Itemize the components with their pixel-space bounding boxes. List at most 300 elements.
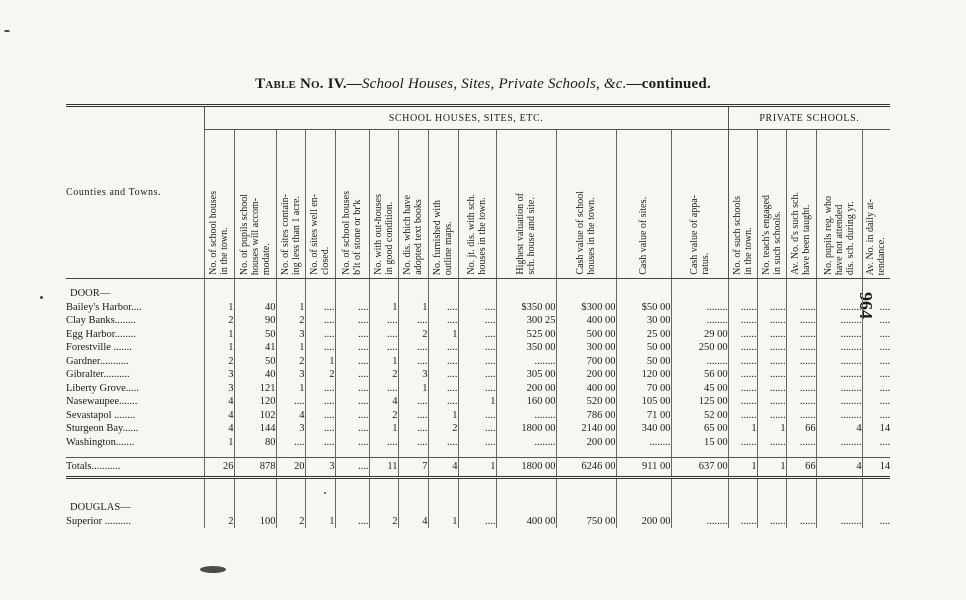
table-cell: ....	[458, 422, 496, 436]
table-cell: ......	[757, 314, 786, 328]
table-cell: 520 00	[556, 395, 616, 409]
table-cell: ....	[335, 355, 369, 369]
town-name: Liberty Grove.....	[66, 382, 139, 394]
town-name: Egg Harbor........	[66, 328, 136, 340]
table-cell: ......	[757, 341, 786, 355]
table-cell: 30 00	[616, 314, 671, 328]
page-number: 964	[856, 292, 876, 319]
table-cell: ......	[786, 341, 816, 355]
table-cell: ......	[786, 395, 816, 409]
table-cell: ....	[458, 355, 496, 369]
table-cell: 1	[428, 409, 458, 423]
table-cell: ....	[862, 436, 890, 450]
table-cell: 305 00	[496, 368, 556, 382]
table-cell: 120	[234, 395, 276, 409]
table-cell: 52 00	[671, 409, 728, 423]
table-cell: 1	[276, 301, 305, 315]
town-name: Washington.......	[66, 436, 135, 448]
table-cell: 300 25	[496, 314, 556, 328]
table-cell: ........	[816, 436, 862, 450]
table-cell	[728, 287, 757, 301]
table-cell: 4	[816, 422, 862, 436]
table-cell: ....	[305, 341, 335, 355]
town-name: Bailey's Harbor....	[66, 301, 142, 313]
table-cell	[204, 501, 234, 515]
table-cell: 2	[428, 422, 458, 436]
table-cell	[616, 287, 671, 301]
county-row	[66, 501, 890, 515]
column-header-text: No. with out-houses in good condition.	[372, 194, 395, 275]
table-cell: ........	[616, 436, 671, 450]
table-cell: 2	[369, 368, 398, 382]
table-cell: 1	[204, 341, 234, 355]
table-cell: 525 00	[496, 328, 556, 342]
table-cell: ....	[428, 301, 458, 315]
column-header	[276, 130, 305, 279]
table-cell: ....	[428, 355, 458, 369]
table-cell: 1	[276, 382, 305, 396]
table-cell: ......	[757, 436, 786, 450]
table-cell: 25 00	[616, 328, 671, 342]
table-cell	[234, 501, 276, 515]
table-cell: ........	[671, 355, 728, 369]
group-header-school-houses: SCHOOL HOUSES, SITES, ETC.	[204, 106, 728, 130]
table-cell: ....	[335, 314, 369, 328]
table-cell	[757, 501, 786, 515]
table-cell: ....	[862, 355, 890, 369]
spacer-row	[66, 279, 890, 288]
table-row	[66, 368, 890, 382]
table-cell: 15 00	[671, 436, 728, 450]
table-cell	[398, 501, 428, 515]
table-cell: ....	[335, 382, 369, 396]
table-cell	[335, 287, 369, 301]
table-cell: 1	[369, 422, 398, 436]
table-cell: 3	[398, 368, 428, 382]
table-cell: 4	[276, 409, 305, 423]
table-cell: 41	[234, 341, 276, 355]
table-cell	[671, 501, 728, 515]
table-cell: 750 00	[556, 515, 616, 529]
table-cell: ......	[786, 328, 816, 342]
table-cell: ....	[428, 314, 458, 328]
table-cell: ......	[786, 355, 816, 369]
ink-speck	[324, 492, 326, 494]
table-cell: ......	[786, 515, 816, 529]
table-cell: ......	[786, 368, 816, 382]
table-cell: 66	[786, 458, 816, 478]
table-cell: ......	[728, 355, 757, 369]
table-cell: ....	[369, 382, 398, 396]
table-cell: 40	[234, 301, 276, 315]
table-row	[66, 355, 890, 369]
town-name: Gardner...........	[66, 355, 129, 367]
table-cell: 2140 00	[556, 422, 616, 436]
table-cell: 1	[458, 458, 496, 478]
table-cell: 120 00	[616, 368, 671, 382]
table-cell: ....	[862, 314, 890, 328]
table-cell: ....	[862, 409, 890, 423]
table-cell: 4	[204, 395, 234, 409]
table-cell: ......	[728, 368, 757, 382]
table-cell: 1	[305, 515, 335, 529]
column-header	[458, 130, 496, 279]
spacer-row	[66, 478, 890, 502]
table-cell: ....	[458, 515, 496, 529]
table-cell: ......	[728, 301, 757, 315]
table-cell: ....	[862, 515, 890, 529]
table-cell: 1	[728, 458, 757, 478]
table-cell: 700 00	[556, 355, 616, 369]
table-cell: ......	[786, 314, 816, 328]
table-cell: 2	[398, 328, 428, 342]
table-cell: 400 00	[556, 382, 616, 396]
table-cell: ........	[816, 382, 862, 396]
table-cell: ....	[862, 368, 890, 382]
table-cell: ........	[816, 368, 862, 382]
table-cell: 7	[398, 458, 428, 478]
table-cell	[369, 287, 398, 301]
table-row	[66, 328, 890, 342]
table-cell: ....	[458, 341, 496, 355]
county-name: DOUGLAS—	[70, 502, 131, 513]
statistics-table	[66, 104, 890, 528]
table-cell: 1	[757, 422, 786, 436]
table-cell	[369, 501, 398, 515]
table-cell: ....	[428, 368, 458, 382]
table-row	[66, 395, 890, 409]
table-cell: ........	[671, 314, 728, 328]
table-cell: 4	[428, 458, 458, 478]
table-cell: 1	[757, 458, 786, 478]
table-cell: 200 00	[496, 382, 556, 396]
column-header	[671, 130, 728, 279]
table-cell: ....	[369, 314, 398, 328]
table-cell: 100	[234, 515, 276, 529]
town-name: Gibralter..........	[66, 369, 130, 380]
table-cell: 65 00	[671, 422, 728, 436]
table-cell: ....	[458, 314, 496, 328]
table-cell: 250 00	[671, 341, 728, 355]
table-cell: ....	[458, 368, 496, 382]
table-cell: 4	[204, 409, 234, 423]
column-header	[335, 130, 369, 279]
table-cell: 200 00	[616, 515, 671, 529]
table-cell: ....	[305, 422, 335, 436]
table-cell: ........	[496, 436, 556, 450]
table-row	[66, 515, 890, 529]
table-cell: ........	[671, 515, 728, 529]
table-cell	[276, 287, 305, 301]
table-cell: 400 00	[556, 314, 616, 328]
table-cell: ....	[335, 301, 369, 315]
column-header	[234, 130, 276, 279]
table-cell: 4	[204, 422, 234, 436]
table-cell: 2	[369, 515, 398, 529]
table-cell: ........	[496, 355, 556, 369]
table-cell	[496, 501, 556, 515]
table-cell: 26	[204, 458, 234, 478]
table-cell: ....	[398, 409, 428, 423]
table-cell: 50 00	[616, 341, 671, 355]
title-italic: School Houses, Sites, Private Schools, &c.	[361, 76, 627, 92]
table-cell	[496, 287, 556, 301]
table-cell: 14	[862, 458, 890, 478]
table-cell: 911 00	[616, 458, 671, 478]
table-cell: ......	[757, 301, 786, 315]
table-cell: ......	[757, 355, 786, 369]
table-cell: 1800 00	[496, 422, 556, 436]
table-cell	[786, 501, 816, 515]
table-cell: 1	[204, 301, 234, 315]
table-cell: 1	[728, 422, 757, 436]
row-label-header	[66, 106, 204, 279]
ink-speck	[40, 296, 43, 299]
table-cell: ....	[305, 314, 335, 328]
table-cell: ....	[335, 409, 369, 423]
table-cell	[428, 287, 458, 301]
table-cell: ......	[757, 409, 786, 423]
table-cell: 3	[305, 458, 335, 478]
table-cell: ....	[305, 301, 335, 315]
column-header-text: No. jt. dis. with sch. houses in the town.	[466, 194, 488, 275]
table-cell: ......	[757, 328, 786, 342]
column-header	[369, 130, 398, 279]
table-cell: 2	[204, 355, 234, 369]
table-cell	[428, 501, 458, 515]
table-cell: ......	[786, 409, 816, 423]
column-header-text: Cash value of school houses in the town.	[575, 191, 597, 275]
table-cell: 11	[369, 458, 398, 478]
table-cell: ....	[862, 328, 890, 342]
table-cell	[276, 501, 305, 515]
table-cell: $50 00	[616, 301, 671, 315]
table-cell: 3	[204, 382, 234, 396]
column-header	[786, 130, 816, 279]
column-header	[204, 130, 234, 279]
table-cell: ....	[335, 422, 369, 436]
table-cell: ....	[398, 436, 428, 450]
table-cell: 2	[204, 515, 234, 529]
table-cell: ....	[335, 436, 369, 450]
town-name: Clay Banks........	[66, 315, 136, 326]
table-cell: 1	[398, 382, 428, 396]
table-row	[66, 314, 890, 328]
spacer-row	[66, 449, 890, 458]
table-cell: 105 00	[616, 395, 671, 409]
table-row	[66, 341, 890, 355]
table-row	[66, 422, 890, 436]
table-cell	[757, 287, 786, 301]
table-cell	[556, 501, 616, 515]
town-name: Nasewaupee.......	[66, 396, 138, 407]
table-cell: 121	[234, 382, 276, 396]
table-cell: ........	[496, 409, 556, 423]
row-label-header-text: Counties and Towns.	[66, 187, 162, 198]
table-cell: 637 00	[671, 458, 728, 478]
table-cell: 1	[369, 355, 398, 369]
table-cell: 20	[276, 458, 305, 478]
table-cell: ....	[862, 341, 890, 355]
table-cell: ........	[816, 328, 862, 342]
table-cell: 340 00	[616, 422, 671, 436]
table-cell: 3	[276, 368, 305, 382]
table-cell: 45 00	[671, 382, 728, 396]
table-cell: ....	[428, 341, 458, 355]
table-cell	[816, 287, 862, 301]
table-cell: ....	[398, 314, 428, 328]
table-cell: 786 00	[556, 409, 616, 423]
table-cell: 71 00	[616, 409, 671, 423]
table-cell: 400 00	[496, 515, 556, 529]
column-header	[862, 130, 890, 279]
column-header-text: No. furnished with outline maps.	[432, 199, 454, 275]
column-header-text: Cash value of appa- ratus.	[688, 195, 711, 275]
table-cell: ....	[305, 409, 335, 423]
column-header-text: No. pupils reg. who have not attended dis. sch. during yr.	[822, 195, 856, 275]
table-cell: ....	[862, 395, 890, 409]
table-cell	[204, 287, 234, 301]
table-cell: ....	[335, 368, 369, 382]
table-cell: 56 00	[671, 368, 728, 382]
table-cell: ....	[335, 458, 369, 478]
table-cell: ......	[728, 382, 757, 396]
table-cell: 2	[276, 515, 305, 529]
table-cell	[398, 287, 428, 301]
table-cell	[671, 287, 728, 301]
table-cell	[234, 287, 276, 301]
table-cell: 350 00	[496, 341, 556, 355]
table-cell: 4	[398, 515, 428, 529]
table-cell: ....	[862, 301, 890, 315]
table-row	[66, 409, 890, 423]
table-cell: 2	[305, 368, 335, 382]
table-cell: ....	[458, 382, 496, 396]
table-cell: 200 00	[556, 368, 616, 382]
table-cell: 1	[428, 328, 458, 342]
table-cell: ....	[276, 395, 305, 409]
column-header-text: No. of school houses in the town.	[208, 191, 230, 275]
table-cell: 3	[276, 422, 305, 436]
table-cell: ....	[305, 328, 335, 342]
column-header-text: No. dis. which have adopted text books	[402, 195, 424, 275]
table-cell: ......	[728, 395, 757, 409]
table-cell: 144	[234, 422, 276, 436]
ink-speck	[4, 30, 10, 32]
town-name: Superior ..........	[66, 515, 132, 527]
table-cell	[786, 287, 816, 301]
table-cell: ....	[862, 382, 890, 396]
column-header	[616, 130, 671, 279]
table-cell: 300 00	[556, 341, 616, 355]
table-cell: 2	[204, 314, 234, 328]
column-header	[398, 130, 428, 279]
column-header-text: No. of pupils school houses will accom- modate.	[238, 193, 272, 275]
table-cell: ....	[305, 382, 335, 396]
column-header	[428, 130, 458, 279]
table-cell	[305, 501, 335, 515]
table-cell: $300 00	[556, 301, 616, 315]
table-cell: 1	[369, 301, 398, 315]
column-header-text: Av. No. in daily at- tendance.	[865, 198, 888, 275]
column-header	[556, 130, 616, 279]
table-cell: 3	[276, 328, 305, 342]
column-header	[496, 130, 556, 279]
column-header-text: No. of such schools in the town.	[731, 196, 754, 275]
table-cell: ....	[428, 382, 458, 396]
table-cell: ........	[671, 301, 728, 315]
totals-label: Totals...........	[66, 458, 204, 478]
table-cell: 878	[234, 458, 276, 478]
table-cell: 4	[816, 458, 862, 478]
column-header	[305, 130, 335, 279]
table-cell: 1	[428, 515, 458, 529]
table-cell	[616, 501, 671, 515]
table-cell	[458, 287, 496, 301]
table-cell: ....	[398, 355, 428, 369]
table-cell: ......	[757, 368, 786, 382]
column-header	[816, 130, 862, 279]
table-cell: ....	[458, 328, 496, 342]
county-row	[66, 287, 890, 301]
town-name: Sturgeon Bay......	[66, 423, 139, 434]
town-name: Sevastapol ........	[66, 409, 136, 421]
table-cell: ........	[816, 301, 862, 315]
table-cell	[305, 287, 335, 301]
column-header	[728, 130, 757, 279]
column-header-text: No. teach's engaged in such schools.	[760, 195, 783, 275]
table-cell: ....	[369, 341, 398, 355]
table-row	[66, 436, 890, 450]
table-cell	[335, 501, 369, 515]
table-cell: ........	[816, 341, 862, 355]
table-cell: ......	[757, 515, 786, 529]
table-row	[66, 382, 890, 396]
table-cell: ....	[335, 341, 369, 355]
table-cell: ......	[728, 328, 757, 342]
table-cell: ....	[458, 409, 496, 423]
table-cell: ....	[335, 395, 369, 409]
table-cell	[728, 501, 757, 515]
table-cell: ......	[728, 515, 757, 529]
county-name: DOOR—	[70, 288, 111, 299]
table-cell: 6246 00	[556, 458, 616, 478]
table-cell: ......	[786, 301, 816, 315]
table-cell: 1	[458, 395, 496, 409]
table-cell: ........	[816, 409, 862, 423]
table-cell: 70 00	[616, 382, 671, 396]
table-cell: 50	[234, 355, 276, 369]
table-cell: ........	[816, 314, 862, 328]
table-cell: 500 00	[556, 328, 616, 342]
table-cell: 1	[204, 436, 234, 450]
table-cell: ....	[398, 395, 428, 409]
table-cell: 1	[204, 328, 234, 342]
table-cell: 1	[305, 355, 335, 369]
table-cell: 14	[862, 422, 890, 436]
table-cell: ........	[816, 355, 862, 369]
table-cell: $350 00	[496, 301, 556, 315]
table-cell: 1800 00	[496, 458, 556, 478]
table-cell: ....	[428, 436, 458, 450]
column-header-text: Av. No. d's such sch. have been taught.	[790, 192, 813, 275]
column-header-text: No. of sites well en- closed.	[309, 194, 331, 275]
table-cell: 2	[369, 409, 398, 423]
table-cell: ......	[757, 382, 786, 396]
table-cell: 90	[234, 314, 276, 328]
totals-row	[66, 458, 890, 478]
table-cell: 50 00	[616, 355, 671, 369]
